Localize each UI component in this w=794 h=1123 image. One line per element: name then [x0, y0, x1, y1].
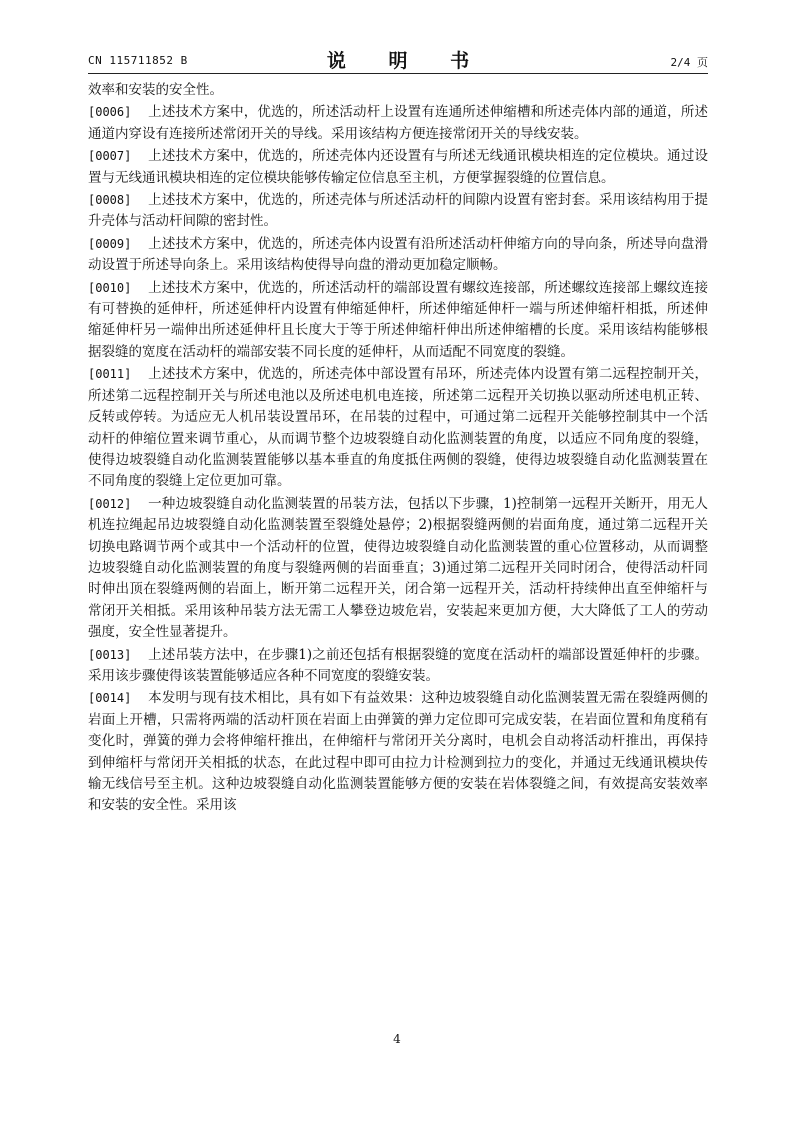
paragraph-number: [0007]	[88, 149, 132, 164]
paragraph-text: 上述技术方案中，优选的，所述活动杆的端部设置有螺纹连接部，所述螺纹连接部上螺纹连接有可替换的延伸杆，所述延伸杆内设置有伸缩延伸杆，所述伸缩延伸杆一端与所述伸缩杆相抵，所述伸缩延伸杆另一端伸出所述延伸杆且长度大于等于所述伸缩杆伸出所述伸缩槽的长度。采用该结构能够根据裂缝的宽度在活动杆的端部安装不同长度的延伸杆，从而适配不同宽度的裂缝。	[88, 279, 708, 360]
paragraph-text: 上述技术方案中，优选的，所述壳体中部设置有吊环，所述壳体内设置有第二远程控制开关，所述第二远程控制开关与所述电池以及所述电机电连接，所述第二远程开关切换以驱动所述电机正转、反转或停转。为适应无人机吊装设置吊环，在吊装的过程中，可通过第二远程开关能够控制其中一个活动杆的伸缩位置来调节重心，从而调节整个边坡裂缝自动化监测装置的角度，以适应不同角度的裂缝，使得边坡裂缝自动化监测装置能够以基本垂直的角度抵住两侧的裂缝，使得边坡裂缝自动化监测装置在不同角度的裂缝上定位更加可靠。	[88, 366, 708, 490]
paragraph-number: [0008]	[88, 193, 132, 208]
paragraph	[88, 278, 708, 364]
page-number: 4	[393, 1032, 401, 1046]
paragraph-number: [0011]	[88, 367, 132, 382]
document-body	[88, 80, 708, 818]
paragraph-text: 上述技术方案中，优选的，所述活动杆上设置有连通所述伸缩槽和所述壳体内部的通道，所述通道内穿设有连接所述常闭开关的导线。采用该结构方便连接常闭开关的导线安装。	[88, 104, 708, 142]
paragraph-text: 上述技术方案中，优选的，所述壳体内还设置有与所述无线通讯模块相连的定位模块。通过设置与无线通讯模块相连的定位模块能够传输定位信息至主机，方便掌握裂缝的位置信息。	[88, 148, 708, 186]
paragraph	[88, 234, 708, 277]
paragraph	[88, 688, 708, 816]
paragraph-text: 上述吊装方法中，在步骤1)之前还包括有根据裂缝的宽度在活动杆的端部设置延伸杆的步骤。采用该步骤使得该装置能够适应各种不同宽度的裂缝安装。	[88, 646, 708, 684]
paragraph-text: 上述技术方案中，优选的，所述壳体与所述活动杆的间隙内设置有密封套。采用该结构用于提升壳体与活动杆间隙的密封性。	[88, 192, 708, 230]
paragraph-number: [0010]	[88, 280, 132, 295]
paragraph-number: [0009]	[88, 236, 132, 251]
paragraph	[88, 494, 708, 644]
paragraph-number: [0013]	[88, 647, 132, 662]
paragraph-text: 上述技术方案中，优选的，所述壳体内设置有沿所述活动杆伸缩方向的导向条，所述导向盘滑动设置于所述导向条上。采用该结构使得导向盘的滑动更加稳定顺畅。	[88, 235, 708, 274]
paragraph	[88, 146, 708, 189]
page-footer	[0, 1032, 794, 1046]
page-indicator: 2/4 页	[670, 56, 708, 69]
paragraph	[88, 102, 708, 145]
paragraph-number: [0012]	[88, 496, 132, 511]
paragraph-text: 本发明与现有技术相比，具有如下有益效果：这种边坡裂缝自动化监测装置无需在裂缝两侧的岩面上开槽，只需将两端的活动杆顶在岩面上由弹簧的弹力定位即可完成安装，在岩面位置和角度稍有变化时，弹簧的弹力会将伸缩杆推出，在伸缩杆与常闭开关分离时，电机会自动将活动杆推出，再保持到伸缩杆与常闭开关相抵的状态，在此过程中即可由拉力计检测到拉力的变化，并通过无线通讯模块传输无线信号至主机。这种边坡裂缝自动化监测装置能够方便的安装在岩体裂缝之间，有效提高安装效率和安装的安全性。采用该	[88, 690, 708, 814]
intro-text: 效率和安装的安全性。	[88, 82, 223, 98]
document-title: 说 明 书	[326, 50, 488, 72]
paragraph	[88, 645, 708, 688]
patent-number: CN 115711852 B	[88, 54, 188, 67]
paragraph-list	[88, 102, 708, 816]
paragraph-number: [0006]	[88, 105, 132, 120]
page-header	[88, 40, 708, 74]
paragraph	[88, 364, 708, 492]
paragraph	[88, 190, 708, 233]
paragraph-text: 一种边坡裂缝自动化监测装置的吊装方法，包括以下步骤，1)控制第一远程开关断开，用无人机连拉绳起吊边坡裂缝自动化监测装置至裂缝处悬停；2)根据裂缝两侧的岩面角度，通过第二远程开关切换电路调节两个或其中一个活动杆的位置，使得边坡裂缝自动化监测装置的重心位置移动，从而调整边坡裂缝自动化监测装置的角度与裂缝两侧的岩面垂直；3)通过第二远程开关同时闭合，使得活动杆同时伸出顶在裂缝两侧的岩面上，断开第二远程开关，闭合第一远程开关，活动杆持续伸出直至伸缩杆与常闭开关相抵。采用该种吊装方法无需工人攀登边坡危岩，安装起来更加方便，大大降低了工人的劳动强度，安全性显著提升。	[88, 495, 708, 641]
header-divider	[88, 73, 708, 74]
paragraph-number: [0014]	[88, 691, 132, 706]
